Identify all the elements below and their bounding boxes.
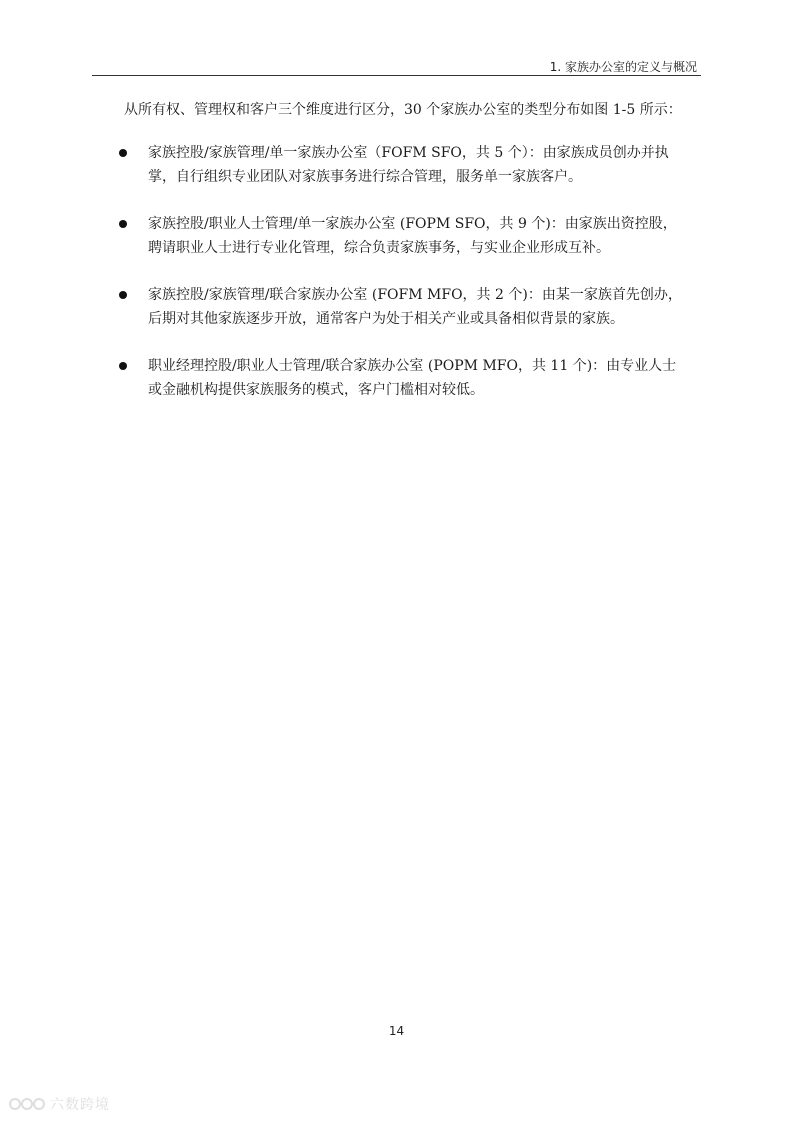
header-divider <box>92 75 701 76</box>
bullet-list <box>116 141 706 425</box>
bullet-line: 家族控股/家族管理/联合家族办公室 (FOFM MFO，共 2 个)：由某一家族首先创办， <box>148 287 682 303</box>
bullet-line: 或金融机构提供家族服务的模式，客户门槛相对较低。 <box>148 382 484 398</box>
watermark-logo-icon <box>8 1094 46 1114</box>
intro-paragraph: 从所有权、管理权和客户三个维度进行区分，30 个家族办公室的类型分布如图 1-5 所示： <box>124 102 682 118</box>
bullet-item-popm-mfo <box>116 354 706 402</box>
bullet-item-fopm-sfo <box>116 212 706 260</box>
bullet-line: 后期对其他家族逐步开放，通常客户为处于相关产业或具备相似背景的家族。 <box>148 311 624 327</box>
bullet-dot-icon <box>119 149 127 157</box>
bullet-item-fofm-sfo <box>116 141 706 189</box>
bullet-line: 掌，自行组织专业团队对家族事务进行综合管理，服务单一家族客户。 <box>148 169 582 185</box>
bullet-line: 聘请职业人士进行专业化管理，综合负责家族事务，与实业企业形成互补。 <box>148 240 610 256</box>
bullet-dot-icon <box>119 220 127 228</box>
bullet-line: 职业经理控股/职业人士管理/联合家族办公室 (POPM MFO，共 11 个)：由专业人士 <box>148 358 677 374</box>
bullet-item-fofm-mfo <box>116 283 706 331</box>
watermark <box>8 1094 110 1114</box>
page-number: 14 <box>388 1024 405 1038</box>
bullet-line: 家族控股/职业人士管理/单一家族办公室 (FOPM SFO，共 9 个)：由家族出资控股， <box>148 216 677 232</box>
bullet-dot-icon <box>119 291 127 299</box>
bullet-dot-icon <box>119 362 127 370</box>
watermark-text: 六数跨境 <box>50 1097 110 1113</box>
bullet-line: 家族控股/家族管理/单一家族办公室（FOFM SFO，共 5 个）：由家族成员创办并执 <box>148 145 669 161</box>
running-header: 1. 家族办公室的定义与概况 <box>549 60 697 74</box>
